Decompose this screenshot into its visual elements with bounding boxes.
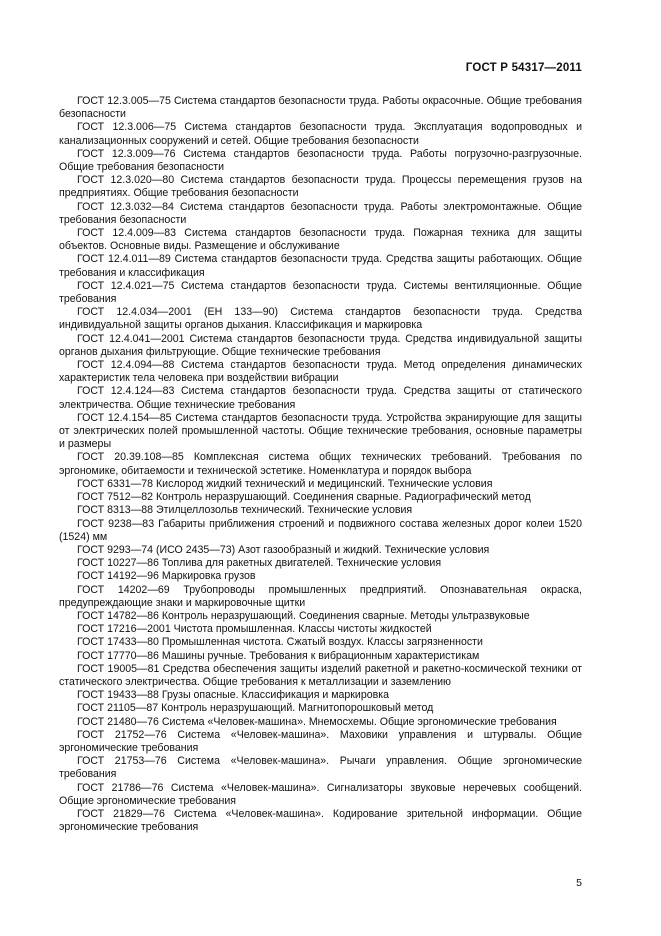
reference-entry: ГОСТ 12.4.154—85 Система стандартов безопасности труда. Устройства экранирующие для защиты от электрических полей промышленной частоты. Общие технические требования, основные параметры и размеры [59, 411, 582, 451]
reference-entry: ГОСТ 21753—76 Система «Человек-машина». Рычаги управления. Общие эргономические требования [59, 755, 582, 781]
standards-reference-list [59, 95, 582, 834]
reference-entry: ГОСТ 12.4.034—2001 (ЕН 133—90) Система стандартов безопасности труда. Средства индивидуальной защиты органов дыхания. Классификация и маркировка [59, 306, 582, 332]
reference-entry: ГОСТ 14202—69 Трубопроводы промышленных предприятий. Опознавательная окраска, предупреждающие знаки и маркировочные щитки [59, 583, 582, 609]
reference-entry: ГОСТ 12.3.006—75 Система стандартов безопасности труда. Эксплуатация водопроводных и канализационных сооружений и сетей. Общие требования безопасности [59, 121, 582, 147]
reference-entry: ГОСТ 9238—83 Габариты приближения строений и подвижного состава железных дорог колеи 1520 (1524) мм [59, 517, 582, 543]
reference-entry: ГОСТ 21752—76 Система «Человек-машина». Маховики управления и штурвалы. Общие эргономические требования [59, 728, 582, 754]
reference-entry: ГОСТ 10227—86 Топлива для ракетных двигателей. Технические условия [77, 557, 442, 570]
reference-entry: ГОСТ 21829—76 Система «Человек-машина». Кодирование зрительной информации. Общие эргономические требования [59, 807, 582, 834]
reference-entry: ГОСТ 12.4.021—75 Система стандартов безопасности труда. Системы вентиляционные. Общие требования [59, 279, 582, 306]
reference-entry: ГОСТ 12.3.020—80 Система стандартов безопасности труда. Процессы перемещения грузов на предприятиях. Общие требования безопасности [59, 174, 582, 200]
reference-entry: ГОСТ 17770—86 Машины ручные. Требования к вибрационным характеристикам [77, 649, 480, 662]
reference-entry: ГОСТ 12.3.005—75 Система стандартов безопасности труда. Работы окрасочные. Общие требования безопасности [59, 95, 582, 121]
reference-entry: ГОСТ 12.3.009—76 Система стандартов безопасности труда. Работы погрузочно-разгрузочные. Общие требования безопасности [59, 147, 582, 174]
reference-entry: ГОСТ 6331—78 Кислород жидкий технический и медицинский. Технические условия [77, 477, 493, 490]
page-number: 5 [576, 877, 582, 889]
reference-entry: ГОСТ 12.4.011—89 Система стандартов безопасности труда. Средства защиты работающих. Общие требования и классификация [59, 253, 582, 279]
reference-entry: ГОСТ 17216—2001 Чистота промышленная. Классы чистоты жидкостей [77, 623, 432, 636]
reference-entry: ГОСТ 14782—86 Контроль неразрушающий. Соединения сварные. Методы ультразвуковые [77, 609, 530, 622]
reference-entry: ГОСТ 17433—80 Промышленная чистота. Сжатый воздух. Классы загрязненности [77, 636, 483, 649]
reference-entry: ГОСТ 20.39.108—85 Комплексная система общих технических требований. Требования по эргономике, обитаемости и технической эстетике. Номенклатура и порядок выбора [59, 451, 582, 477]
reference-entry: ГОСТ 21786—76 Система «Человек-машина». Сигнализаторы звуковые неречевых сообщений. Общие эргономические требования [59, 781, 582, 807]
reference-entry: ГОСТ 21480—76 Система «Человек-машина». Мнемосхемы. Общие эргономические требования [77, 715, 557, 728]
reference-entry: ГОСТ 12.4.124—83 Система стандартов безопасности труда. Средства защиты от статического электричества. Общие технические требования [59, 385, 582, 411]
reference-entry: ГОСТ 19433—88 Грузы опасные. Классификация и маркировка [77, 689, 390, 702]
reference-entry: ГОСТ 14192—96 Маркировка грузов [77, 570, 256, 583]
reference-entry: ГОСТ 12.4.009—83 Система стандартов безопасности труда. Пожарная техника для защиты объектов. Основные виды. Размещение и обслуживание [59, 227, 582, 253]
reference-entry: ГОСТ 12.4.094—88 Система стандартов безопасности труда. Метод определения динамических характеристик тела человека при воздействии вибрации [59, 359, 582, 385]
document-id-header: ГОСТ Р 54317—2011 [465, 62, 582, 74]
reference-entry: ГОСТ 19005—81 Средства обеспечения защиты изделий ракетной и ракетно-космической техники от статического электричества. Общие требования к металлизации и заземлению [59, 662, 582, 688]
reference-entry: ГОСТ 9293—74 (ИСО 2435—73) Азот газообразный и жидкий. Технические условия [77, 543, 490, 556]
reference-entry: ГОСТ 7512—82 Контроль неразрушающий. Соединения сварные. Радиографический метод [77, 491, 531, 504]
reference-entry: ГОСТ 12.4.041—2001 Система стандартов безопасности труда. Средства индивидуальной защиты органов дыхания фильтрующие. Общие технические требования [59, 332, 582, 358]
reference-entry: ГОСТ 8313—88 Этилцеллозольв технический. Технические условия [77, 504, 413, 517]
reference-entry: ГОСТ 21105—87 Контроль неразрушающий. Магнитопорошковый метод [77, 702, 434, 715]
reference-entry: ГОСТ 12.3.032—84 Система стандартов безопасности труда. Работы электромонтажные. Общие требования безопасности [59, 200, 582, 226]
